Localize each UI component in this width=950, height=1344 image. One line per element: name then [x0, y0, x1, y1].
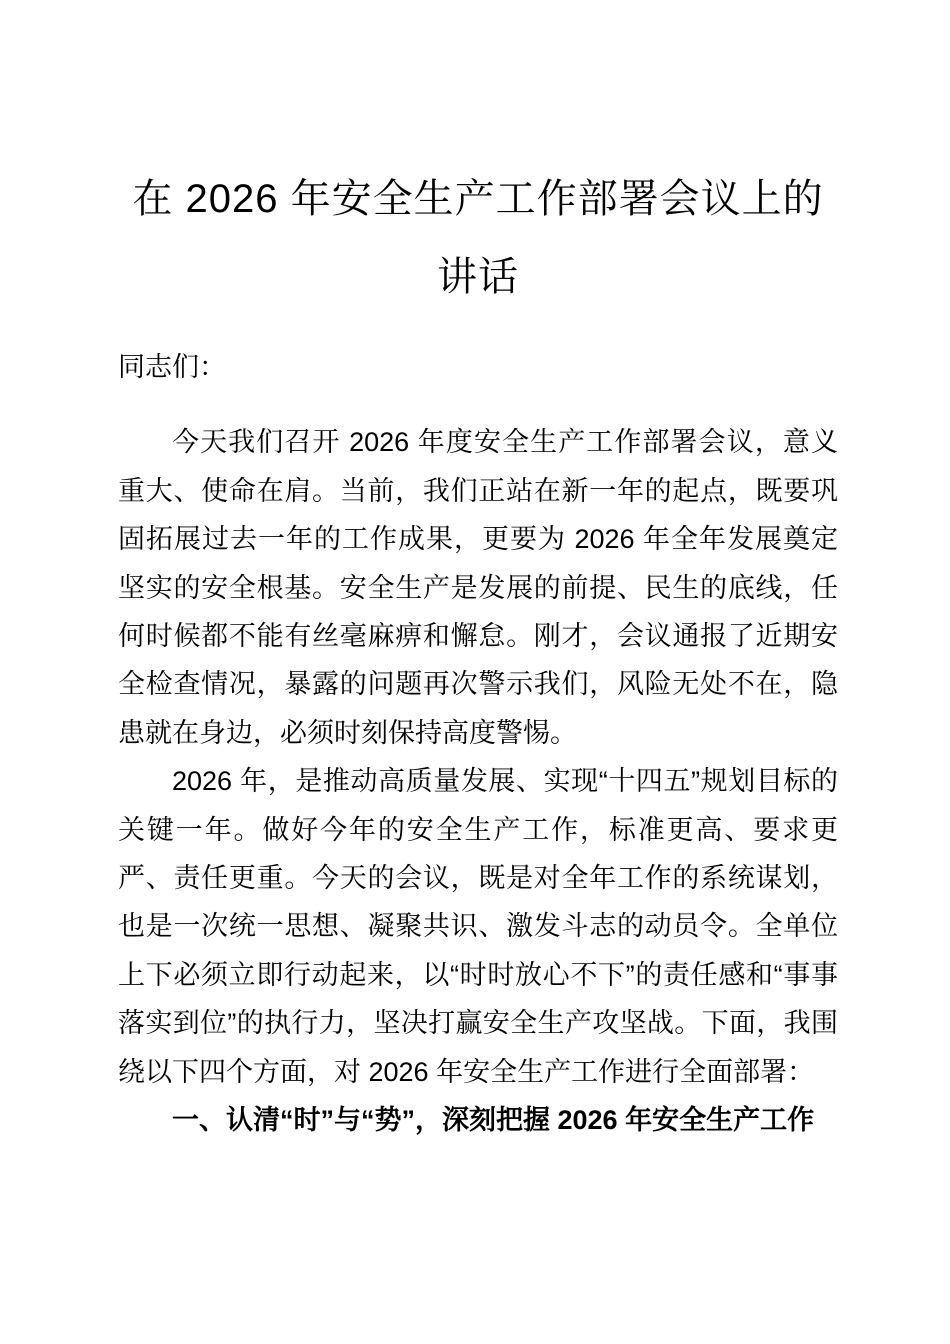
paragraph-2: 2026 年，是推动高质量发展、实现“十四五”规划目标的关键一年。做好今年的安全生产工作，标准更高、要求更严、责任更重。今天的会议，既是对全年工作的系统谋划，也是一次统一思想、凝聚共识、激发斗志的动员令。全单位上下必须立即行动起来，以“时时放心不下”的责任感和“事事落实到位”的执行力，坚决打赢安全生产攻坚战。下面，我围绕以下四个方面，对 2026 年安全生产工作进行全面部署：: [118, 766, 838, 1087]
document-title: [118, 160, 838, 316]
document-body: [0, 160, 950, 1145]
document-title-line-1: 在 2026 年安全生产工作部署会议上的: [132, 177, 824, 221]
document-title-line-2: 讲话: [437, 255, 519, 299]
salutation: 同志们：: [118, 352, 226, 382]
section-heading-1: 一、认清“时”与“势”，深刻把握 2026 年安全生产工作: [172, 1105, 815, 1136]
paragraph-1: 今天我们召开 2026 年度安全生产工作部署会议，意义重大、使命在肩。当前，我们正站在新一年的起点，既要巩固拓展过去一年的工作成果，更要为 2026 年全年发展奠定坚实的安全根基。安全生产是发展的前提、民生的底线，任何时候都不能有丝毫麻痹和懈怠。刚才，会议通报了近期安全检查情况，暴露的问题再次警示我们，风险无处不在，隐患就在身边，必须时刻保持高度警惕。: [118, 427, 838, 748]
